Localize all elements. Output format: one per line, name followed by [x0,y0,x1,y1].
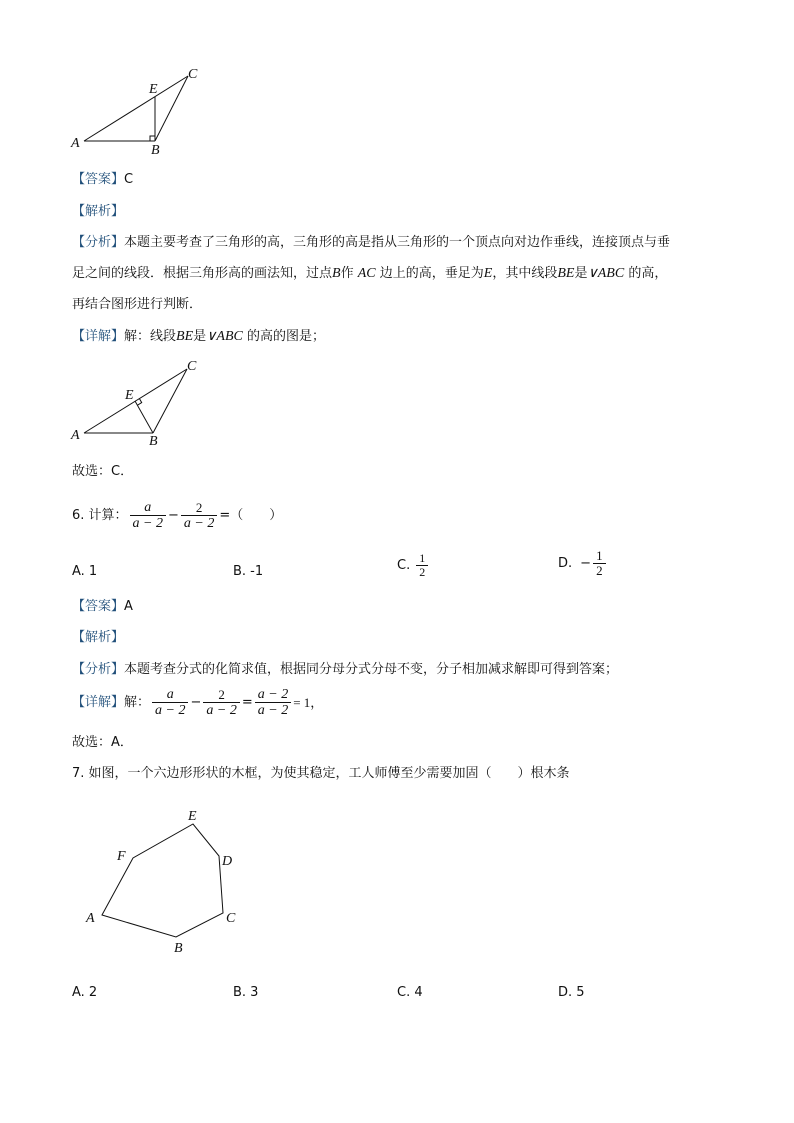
xiangjie-text: 解： [124,695,151,711]
fenxi-text: ，其中线段 [492,266,558,281]
xiangjie-tag: 【详解】 [72,695,125,711]
fenxi-tag: 【分析】 [72,235,125,250]
denominator: 2 [593,563,606,579]
label-E: E [188,809,197,824]
q5-fenxi-line-3: 再结合图形进行判断． [72,297,203,312]
fraction-a-over-a-minus-2 [130,500,166,532]
numerator: a − 2 [257,687,289,702]
fenxi-tag: 【分析】 [72,662,125,677]
q7-option-a: A. 2 [72,985,98,1000]
numerator: 1 [596,548,603,563]
q5-fenxi-line-2 [72,266,667,283]
fraction-a-over-a-minus-2 [152,687,188,719]
fenxi-text: 边上的高，垂足为 [379,266,484,281]
q6-number: 6. 计算： [72,508,128,524]
segment-BE-label: BE [557,266,575,281]
denominator: a − 2 [181,515,217,532]
segment-AC-label: AC [357,266,376,281]
segment-BE-label: BE [176,329,194,344]
q6-option-c [397,552,430,580]
numerator: 2 [195,499,203,515]
label-C: C [188,67,198,82]
label-E: E [149,82,158,97]
q6-fenxi-line [72,662,618,678]
fraction-one-half [593,549,606,579]
label-C: C [187,359,197,374]
right-angle-mark [150,136,155,141]
q7-option-c: C. 4 [397,985,423,1000]
fraction-one-half [416,552,428,580]
triangle-figure-1 [60,62,210,162]
fenxi-text: 本题主要考查了三角形的高，三角形的高是指从三角形的一个顶点向对边作垂线，连接顶点与垂 [124,235,671,250]
q6-stem [72,500,282,532]
minus-sign: − [168,508,179,524]
result: = 1， [293,695,324,711]
label-B: B [149,434,158,449]
triangle-figure-2 [60,355,210,450]
answer-value: C [124,172,134,187]
fenxi-text: 是 [574,266,588,281]
q5-answer-line [72,172,133,188]
answer-tag: 【答案】 [72,172,125,187]
fenxi-text: 足之间的线段．根据三角形高的画法知，过点 [72,266,333,281]
segment-BE [135,401,153,433]
analysis-tag: 【解析】 [72,630,125,645]
option-label: C. [397,558,411,574]
fenxi-text: 本题考查分式的化简求值，根据同分母分式分母不变，分子相加减求解即可得到答案； [124,662,619,677]
equals-sign: = [241,695,253,711]
hexagon-figure [75,800,250,960]
point-B: B [332,266,341,281]
denominator: a − 2 [203,702,239,719]
xiangjie-text: 解：线段 [124,329,177,344]
q6-answer-line [72,599,133,615]
q6-option-a: A. 1 [72,564,98,579]
denominator: a − 2 [130,515,166,532]
q6-xiangjie-line [72,687,323,719]
q7-option-b: B. 3 [233,985,259,1000]
fenxi-text: 的高， [628,266,668,281]
label-B: B [174,941,183,956]
q5-choose: 故选：C． [72,464,134,479]
q7-stem: 7. 如图，一个六边形形状的木框，为使其稳定，工人师傅至少需要加固（ ）根木条 [72,766,570,781]
segment-BC [153,369,187,433]
label-A: A [71,428,80,443]
triangle-ABC-label: ∨ABC [206,329,243,344]
denominator: a − 2 [255,702,291,719]
fraction-a-minus-2-over-a-minus-2 [255,687,291,719]
segment-AC [84,76,188,141]
denominator: a − 2 [152,702,188,719]
point-E: E [483,266,493,281]
fraction-2-over-a-minus-2 [181,501,217,532]
label-F: F [117,849,126,864]
label-A: A [86,911,95,926]
label-E: E [125,388,134,403]
analysis-tag: 【解析】 [72,204,125,219]
answer-value: A [124,599,133,614]
numerator: a [144,500,152,515]
label-D: D [222,854,233,869]
q6-option-b: B. -1 [233,564,264,579]
hexagon-ABCDEF [102,824,223,937]
fenxi-text: 作 [340,266,354,281]
numerator: 2 [218,686,225,702]
option-label: D. [558,556,573,572]
q5-xiangjie-line [72,329,325,346]
q5-fenxi-line-1 [72,235,670,251]
equals-blank: =（ ） [219,508,283,524]
numerator: 1 [419,551,426,565]
label-A: A [71,136,80,151]
numerator: a [166,687,174,702]
minus-sign: − [580,556,592,572]
q6-choose: 故选：A． [72,735,133,750]
xiangjie-text: 是 [193,329,207,344]
triangle-ABC-label: ∨ABC [587,266,625,281]
q6-option-d [558,549,608,579]
fraction-2-over-a-minus-2 [203,688,239,719]
q7-option-d: D. 5 [558,985,585,1000]
xiangjie-tag: 【详解】 [72,329,125,344]
label-B: B [151,143,160,158]
denominator: 2 [416,565,428,580]
answer-tag: 【答案】 [72,599,125,614]
label-C: C [226,911,236,926]
minus-sign: − [190,695,202,711]
xiangjie-text: 的高的图是； [247,329,326,344]
